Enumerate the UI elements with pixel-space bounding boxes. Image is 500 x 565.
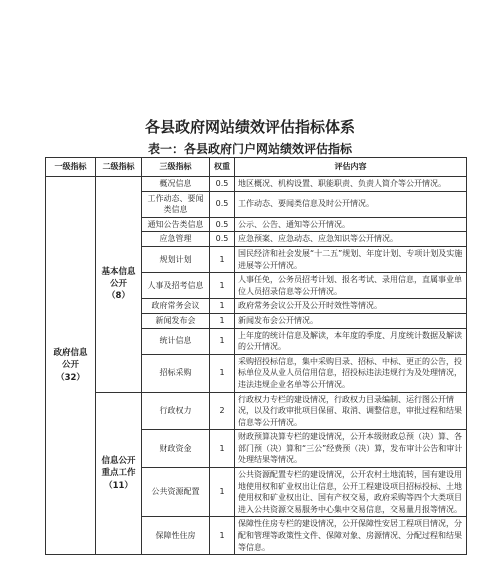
level3-indicator: 保障性住房	[142, 517, 210, 555]
level3-indicator: 政府常务会议	[142, 299, 210, 314]
content-cell: 国民经济和社会发展“十二五”规划、年度计划、专项计划及实施进展等公开情况。	[235, 246, 467, 272]
content-cell: 采购招投标信息，集中采购目录、招标、中标、更正的公告，投标单位及从业人员信用信息，招投标违法违规行为及处理情况，违法违规企业名单等公开情况。	[235, 354, 467, 392]
level2-indicator: 信息公开 重点工作 （11）	[96, 392, 142, 555]
content-cell: 地区概况、机构设置、职能职责、负责人简介等公开情况。	[235, 177, 467, 192]
content-cell: 保障性住房专栏的建设情况，公开保障性安居工程项目情况，分配和管理等政策性文件、保障对象、房源情况、分配过程和结果等信息。	[235, 517, 467, 555]
weight-cell: 2	[210, 392, 235, 430]
level3-indicator: 公共资源配置	[142, 468, 210, 517]
content-cell: 公示、公告、通知等公开情况。	[235, 217, 467, 232]
level2-indicator: 基本信息 公开 （8）	[96, 177, 142, 393]
weight-cell: 1	[210, 517, 235, 555]
content-cell: 工作动态、要闻类信息及时公开情况。	[235, 191, 467, 217]
table-title: 表一：各县政府门户网站绩效评估指标	[147, 142, 352, 156]
level3-indicator: 人事及招考信息	[142, 273, 210, 299]
content-cell: 新闻发布会公开情况。	[235, 313, 467, 328]
level3-indicator: 工作动态、要闻类信息	[142, 191, 210, 217]
content-cell: 公共资源配置专栏的建设情况，公开农村土地流转，国有建设用地使用权和矿业权出让信息，公开工程建设项目招标投标、土地使用权和矿业权出让、国有产权交易，政府采购等四个大类项目进入公共资源交易服务中心集中交易信息，交易量月报等情况。	[235, 468, 467, 517]
level3-indicator: 招标采购	[142, 354, 210, 392]
indicator-table	[45, 157, 467, 555]
level3-indicator: 行政权力	[142, 392, 210, 430]
content-cell: 上年度的统计信息及解读，本年度的季度、月度统计数据及解读的公开情况。	[235, 328, 467, 354]
level3-indicator: 财政资金	[142, 430, 210, 468]
weight-cell: 1	[210, 354, 235, 392]
level3-indicator: 新闻发布会	[142, 313, 210, 328]
level3-indicator: 概况信息	[142, 177, 210, 192]
level1-indicator: 政府信息 公开 （32）	[46, 177, 96, 555]
weight-cell: 0.5	[210, 217, 235, 232]
table-row	[46, 392, 467, 430]
header-content: 评估内容	[235, 158, 467, 177]
weight-cell: 0.5	[210, 232, 235, 247]
header-level1: 一级指标	[46, 158, 96, 177]
weight-cell: 1	[210, 328, 235, 354]
weight-cell: 0.5	[210, 191, 235, 217]
level3-indicator: 规划计划	[142, 246, 210, 272]
table-row	[46, 177, 467, 192]
header-level2: 二级指标	[96, 158, 142, 177]
weight-cell: 1	[210, 468, 235, 517]
content-cell: 行政权力专栏的建设情况，行政权力目录编制、运行图公开情况，以及行政审批项目保留、取消、调整信息，审批过程和结果信息等公开情况。	[235, 392, 467, 430]
content-cell: 应急预案、应急动态、应急知识等公开情况。	[235, 232, 467, 247]
weight-cell: 1	[210, 430, 235, 468]
weight-cell: 0.5	[210, 177, 235, 192]
header-level3: 三级指标	[142, 158, 210, 177]
document-title: 各县政府网站绩效评估指标体系	[144, 118, 355, 136]
weight-cell: 1	[210, 273, 235, 299]
level3-indicator: 统计信息	[142, 328, 210, 354]
header-weight: 权重	[210, 158, 235, 177]
weight-cell: 1	[210, 313, 235, 328]
weight-cell: 1	[210, 246, 235, 272]
content-cell: 政府常务会议公开及公开时效性等情况。	[235, 299, 467, 314]
table-header-row	[46, 158, 467, 177]
table-body	[46, 177, 467, 555]
weight-cell: 1	[210, 299, 235, 314]
level3-indicator: 应急管理	[142, 232, 210, 247]
content-cell: 财政预算决算专栏的建设情况，公开本级财政总预（决）算、各部门预（决）算和“三公”经费预（决）算，发布审计公告和审计处理结果等情况。	[235, 430, 467, 468]
content-cell: 人事任免，公务员招考计划、报名考试、录用信息，直属事业单位人员招录信息等公开情况。	[235, 273, 467, 299]
level3-indicator: 通知公告类信息	[142, 217, 210, 232]
